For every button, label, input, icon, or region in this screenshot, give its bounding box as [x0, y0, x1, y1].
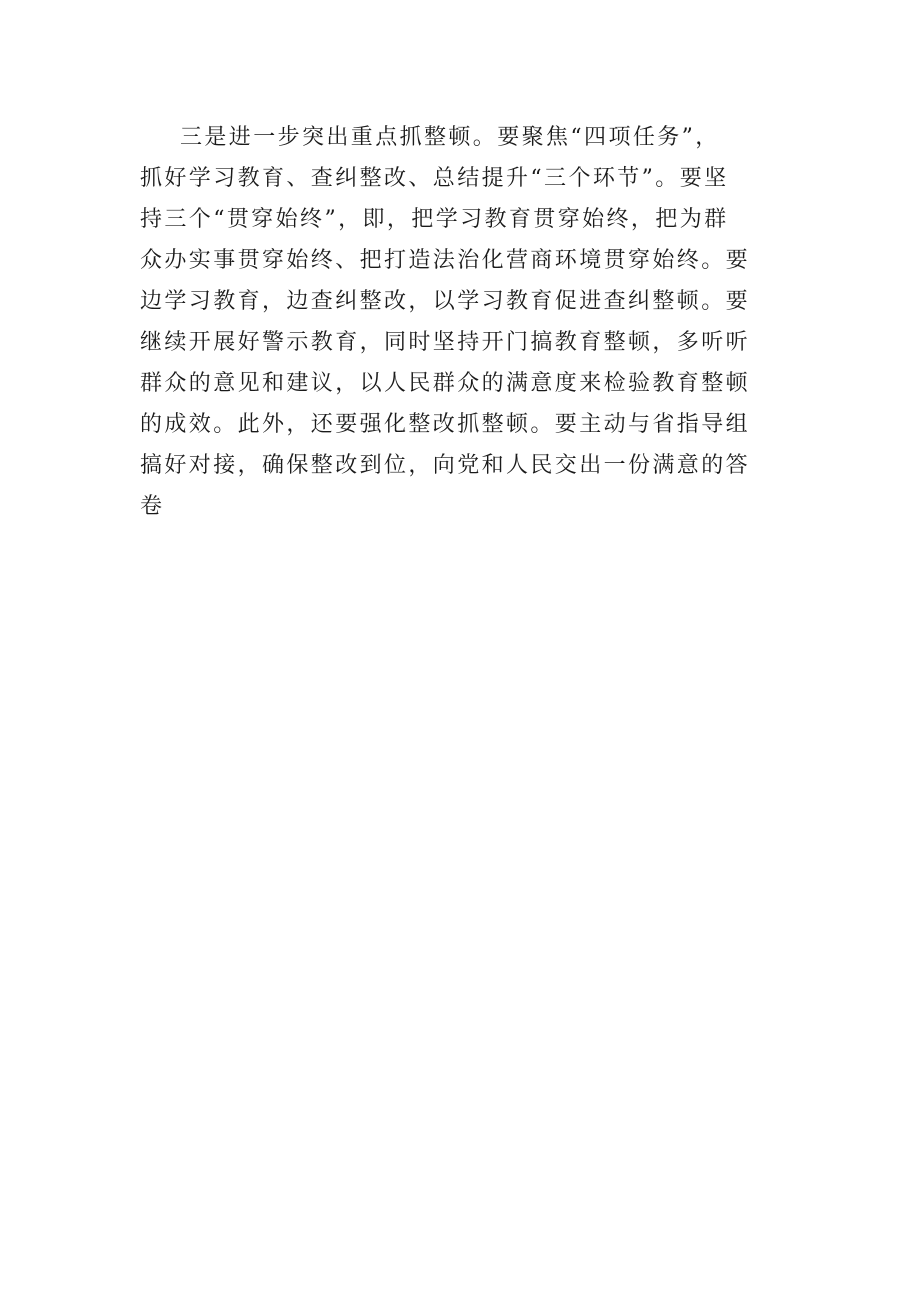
- paragraph-line: 抓好学习教育、查纠整改、总结提升“三个环节”。要坚: [140, 166, 729, 191]
- body-paragraph: [140, 117, 760, 527]
- paragraph-line: 的成效。此外，还要强化整改抓整顿。要主动与省指导组: [140, 412, 751, 437]
- paragraph-line: 继续开展好警示教育，同时坚持开门搞教育整顿，多听听: [140, 330, 751, 355]
- paragraph-line: 众办实事贯穿始终、把打造法治化营商环境贯穿始终。要: [140, 248, 751, 273]
- paragraph-line: 搞好对接，确保整改到位，向党和人民交出一份满意的答: [140, 453, 751, 478]
- paragraph-line: 边学习教育，边查纠整改，以学习教育促进查纠整顿。要: [140, 289, 751, 314]
- paragraph-line: 持三个“贯穿始终”，即，把学习教育贯穿始终，把为群: [140, 207, 729, 232]
- paragraph-line: 卷: [140, 494, 165, 519]
- paragraph-line: 群众的意见和建议，以人民群众的满意度来检验教育整顿: [140, 371, 751, 396]
- paragraph-line: 三是进一步突出重点抓整顿。要聚焦“四项任务”，: [180, 125, 720, 150]
